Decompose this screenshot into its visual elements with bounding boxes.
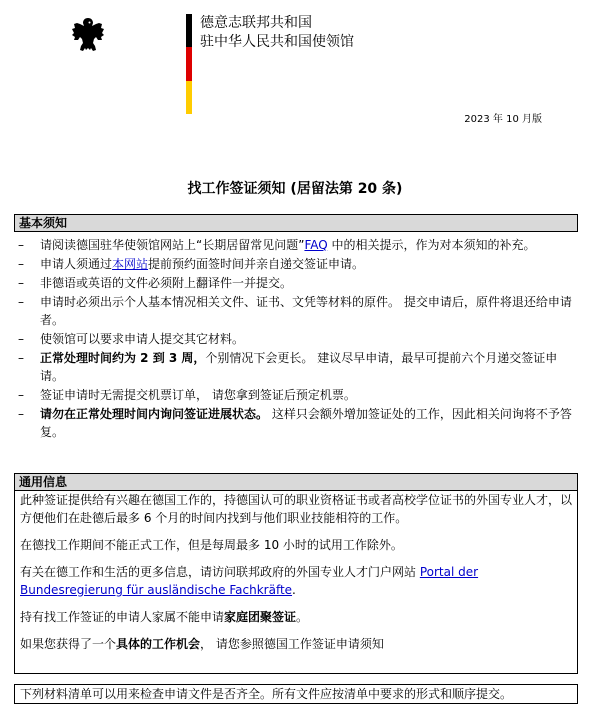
german-flag-bar	[186, 14, 192, 114]
org-line-1: 德意志联邦共和国	[200, 15, 312, 31]
general-info-box	[14, 491, 578, 674]
edition-date: 2023 年 10 月版	[464, 114, 542, 125]
list-item: – 正常处理时间约为 2 到 3 周，个别情况下会更长。 建议尽早申请，最早可提前六个月递交签证申请。	[18, 351, 558, 383]
section-heading-general: 通用信息	[14, 473, 578, 491]
appointment-website-link[interactable]: 本网站	[112, 257, 149, 271]
checklist-note: 下列材料清单可以用来检查申请文件是否齐全。所有文件应按清单中要求的形式和顺序提交。	[14, 684, 578, 704]
federal-eagle-icon	[70, 16, 106, 56]
list-item: – 请阅读德国驻华使领馆网站上“长期居留常见问题”FAQ 中的相关提示，作为对本须知的补充。	[18, 238, 536, 252]
list-item: – 非德语或英语的文件必须附上翻译件一并提交。	[18, 276, 293, 290]
general-paragraph: 在德找工作期间不能正式工作，但是每周最多 10 小时的试用工作除外。	[20, 538, 403, 552]
faq-link[interactable]: FAQ	[304, 238, 328, 252]
general-paragraph: 如果您获得了一个具体的工作机会， 请您参照德国工作签证申请须知	[20, 637, 384, 651]
org-line-2: 驻中华人民共和国使领馆	[200, 34, 354, 50]
list-item: – 使领馆可以要求申请人提交其它材料。	[18, 332, 245, 346]
list-item: – 签证申请时无需提交机票订单， 请您拿到签证后预定机票。	[18, 388, 356, 402]
skilled-workers-portal-link[interactable]: Portal der Bundesregierung für ausländische Fachkräfte	[20, 565, 479, 597]
general-paragraph: 持有找工作签证的申请人家属不能申请家庭团聚签证。	[20, 610, 309, 624]
list-item: – 申请人须通过本网站提前预约面签时间并亲自递交签证申请。	[18, 257, 365, 271]
basic-info-list	[14, 236, 574, 442]
general-paragraph: 有关在德工作和生活的更多信息，请访问联邦政府的外国专业人才门户网站 Portal der Bundesregierung für ausländische Fachkräfte.	[20, 565, 479, 597]
list-item: – 请勿在正常处理时间内询问签证进展状态。 这样只会额外增加签证处的工作，因此相关问询将不予答复。	[18, 407, 572, 439]
list-item: – 申请时必须出示个人基本情况相关文件、证书、文凭等材料的原件。 提交申请后，原件将退还给申请者。	[18, 295, 572, 327]
page-title: 找工作签证须知 (居留法第 20 条)	[187, 181, 403, 197]
embassy-name	[200, 14, 354, 52]
section-heading-basic: 基本须知	[14, 214, 578, 232]
general-paragraph: 此种签证提供给有兴趣在德国工作的，持德国认可的职业资格证书或者高校学位证书的外国专业人才，以方便他们在赴德后最多 6 个月的时间内找到与他们职业技能相符的工作。	[20, 493, 573, 525]
